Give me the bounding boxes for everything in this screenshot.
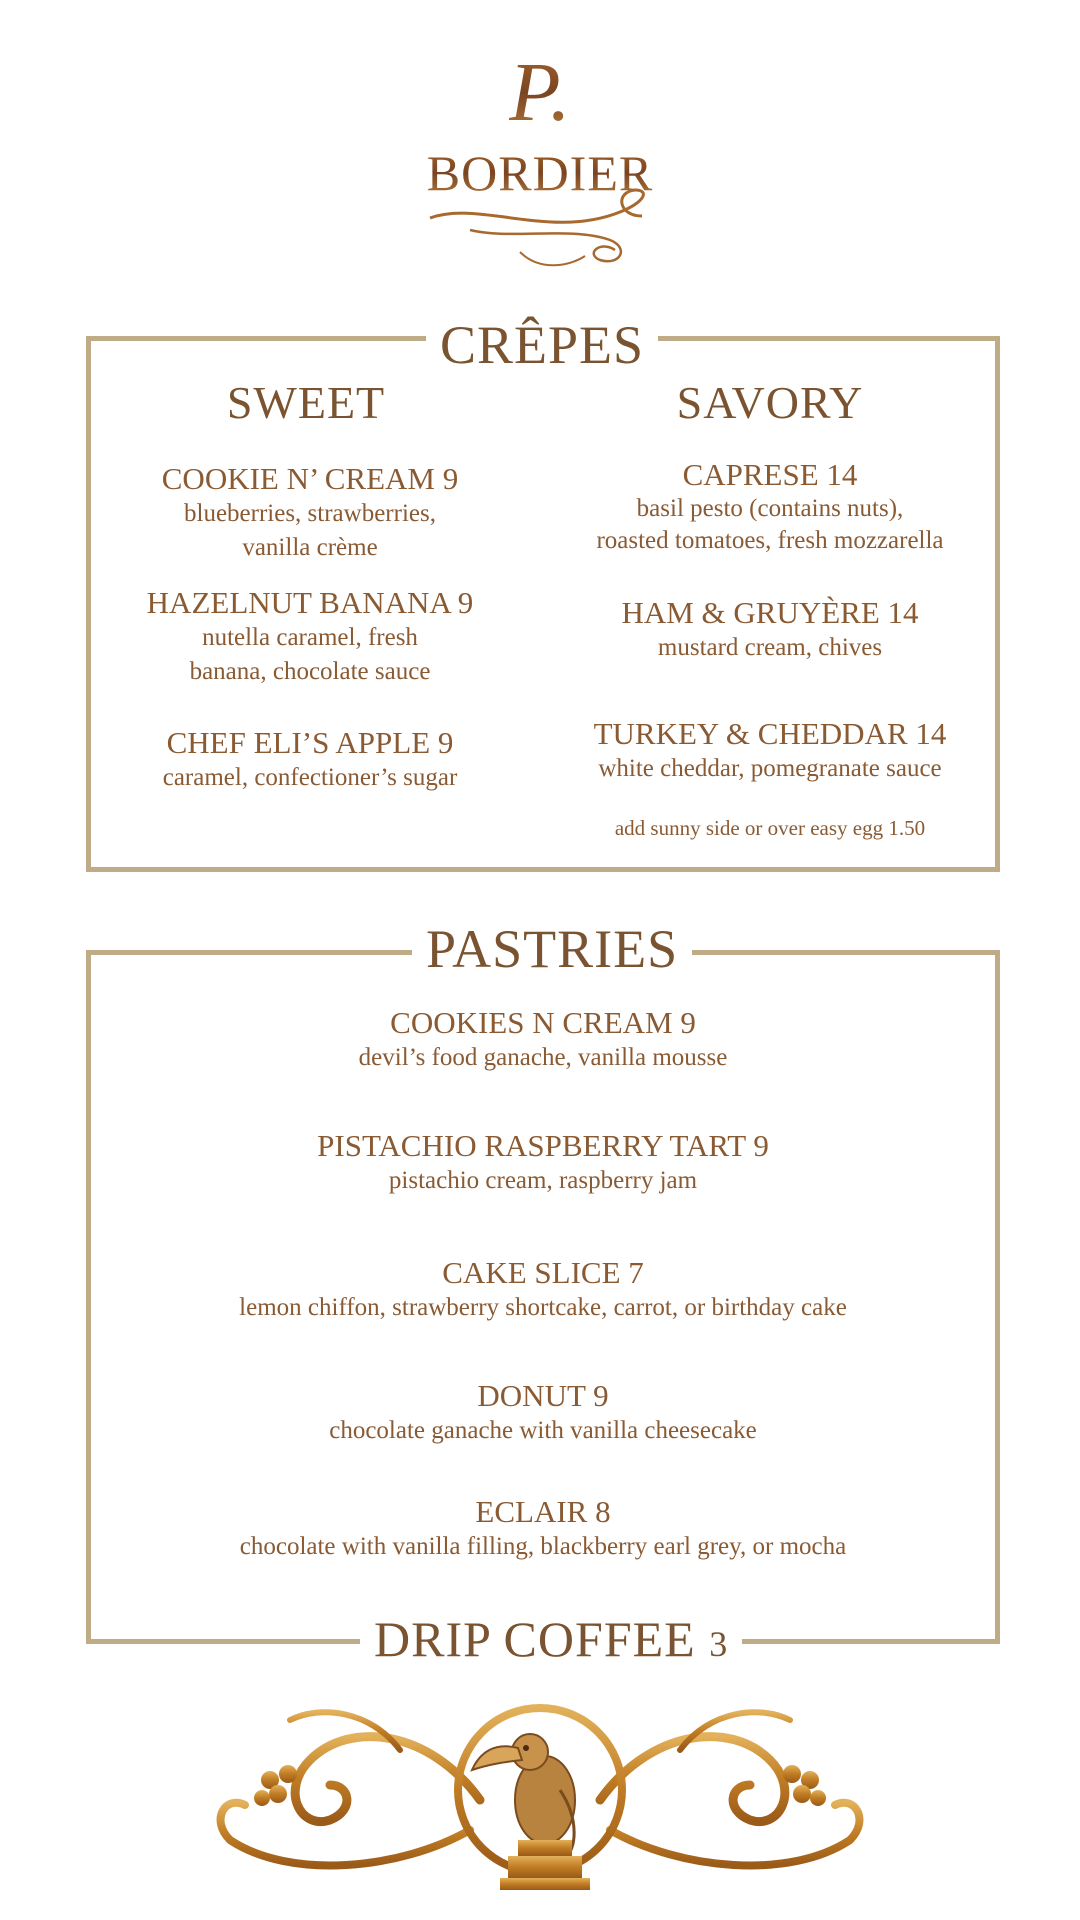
item-name: PISTACHIO RASPBERRY TART 9 [317,1128,769,1163]
crepes-title: CRÊPES [426,318,658,372]
item-desc: basil pesto (contains nuts), [636,495,904,522]
sweet-title: SWEET [226,377,386,428]
menu-item [90,1128,996,1198]
menu-item [90,1005,996,1075]
brand-name: BORDIER [426,145,654,201]
item-desc: chocolate ganache with vanilla cheesecake [329,1417,757,1444]
item-desc: vanilla crème [242,534,378,561]
drip-coffee-title [360,1611,742,1667]
egg-addon-note: add sunny side or over easy egg 1.50 [614,816,926,840]
brand-initial: P. [509,46,571,139]
item-name: CAPRESE 14 [682,457,858,492]
savory-title: SAVORY [676,377,864,428]
menu-item [110,461,510,565]
menu-item [90,1255,996,1325]
item-desc: chocolate with vanilla filling, blackberry earl grey, or mocha [239,1533,847,1560]
item-desc: nutella caramel, fresh [202,624,418,651]
menu-item [90,1494,996,1564]
menu-item [540,457,1000,557]
item-name: COOKIE N’ CREAM 9 [161,461,459,496]
pastries-title: PASTRIES [412,922,692,976]
menu-item [110,725,510,795]
menu-item [540,716,1000,786]
logo-icon [410,40,670,300]
item-name: HAM & GRUYÈRE 14 [621,595,919,630]
item-name: COOKIES N CREAM 9 [390,1005,696,1040]
item-desc: mustard cream, chives [657,634,883,661]
item-desc: devil’s food ganache, vanilla mousse [358,1044,728,1071]
menu-item [540,595,1000,665]
item-desc: lemon chiffon, strawberry shortcake, carrot, or birthday cake [239,1294,847,1321]
coffee-label: DRIP COFFEE [374,1611,696,1667]
item-desc: pistachio cream, raspberry jam [388,1167,698,1194]
menu-item [90,1378,996,1448]
item-desc: roasted tomatoes, fresh mozzarella [596,527,944,554]
toucan-ornament-icon [200,1690,880,1900]
item-desc: caramel, confectioner’s sugar [162,764,458,791]
coffee-price: 3 [709,1624,729,1664]
brand-logo [0,40,1080,300]
item-name: HAZELNUT BANANA 9 [146,585,474,620]
item-name: CAKE SLICE 7 [442,1255,644,1290]
item-name: TURKEY & CHEDDAR 14 [593,716,947,751]
menu-item [110,585,510,689]
item-desc: white cheddar, pomegranate sauce [598,755,942,782]
item-name: ECLAIR 8 [475,1494,611,1529]
item-name: CHEF ELI’S APPLE 9 [166,725,454,760]
item-desc: banana, chocolate sauce [189,658,431,685]
item-desc: blueberries, strawberries, [184,500,436,527]
item-name: DONUT 9 [477,1378,609,1413]
